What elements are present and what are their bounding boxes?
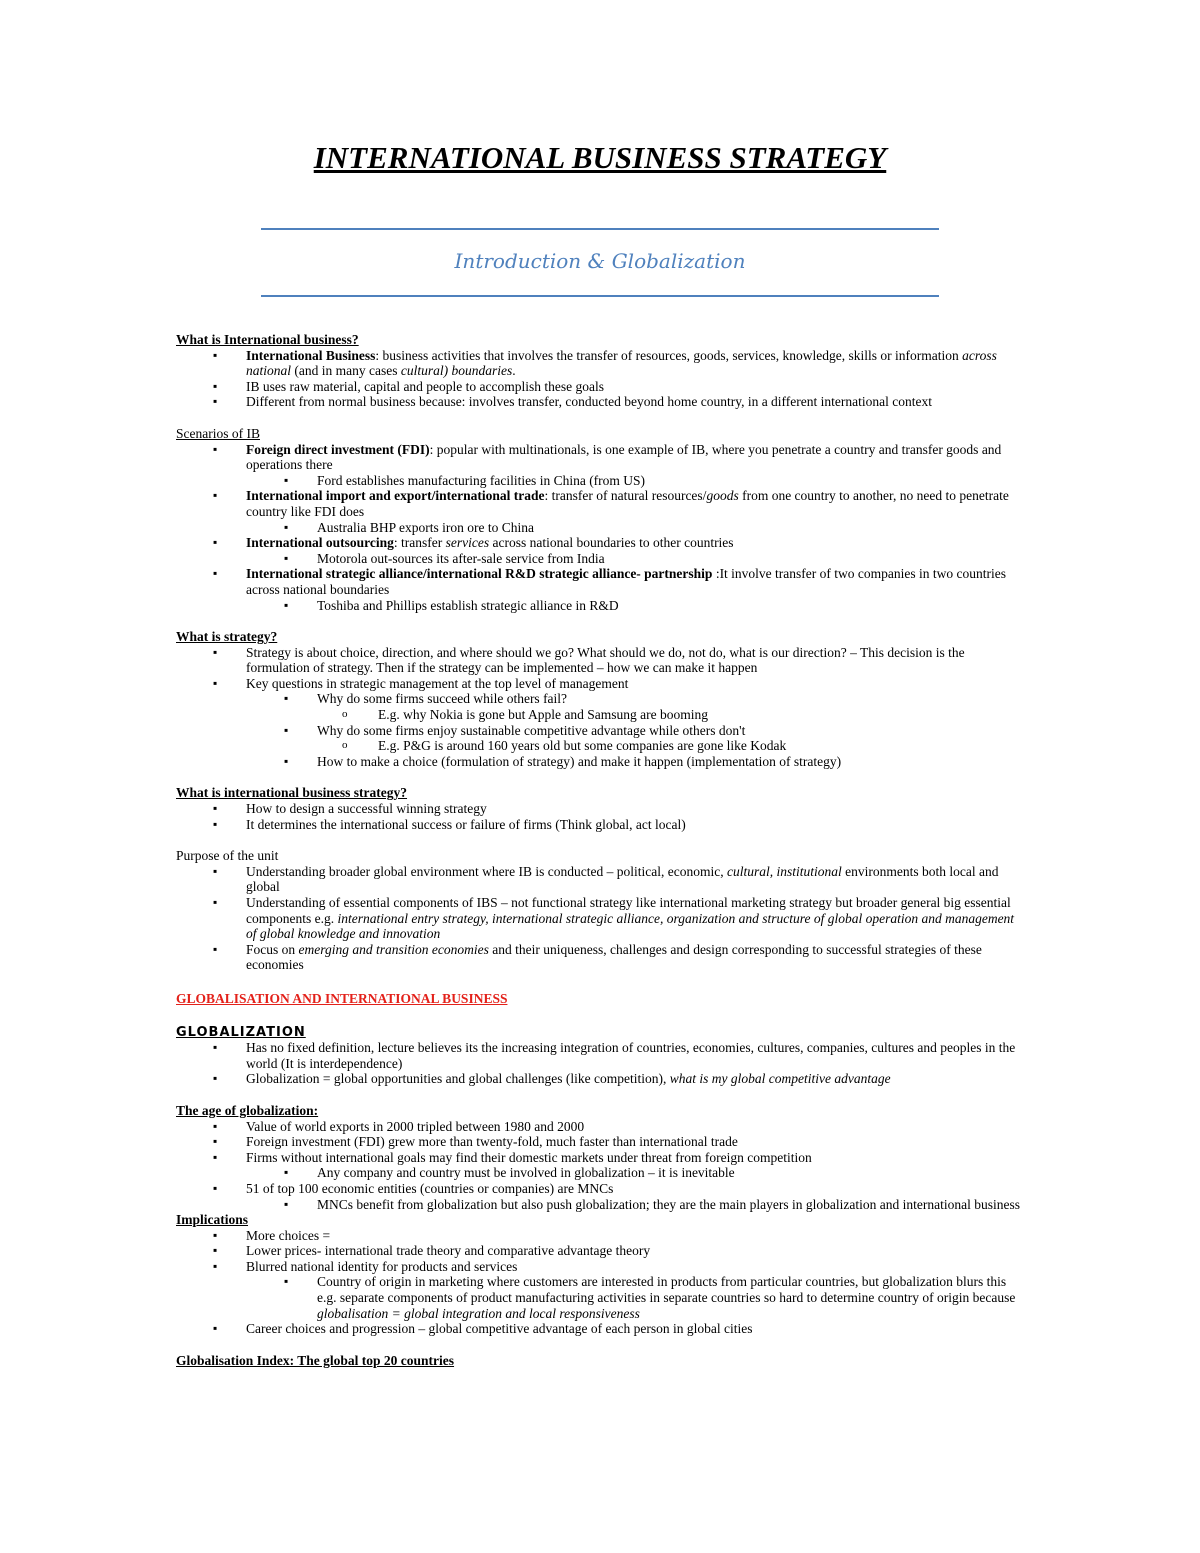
- list-item: ▪ International outsourcing: transfer services across national boundaries to other countries: [176, 535, 1026, 551]
- list-item: ▪ MNCs benefit from globalization but also push globalization; they are the main players in globalization and international business: [176, 1197, 1026, 1213]
- list-implications: [176, 1228, 1026, 1337]
- list-item: o E.g. why Nokia is gone but Apple and Samsung are booming: [176, 707, 1026, 723]
- list-item: ▪ Foreign direct investment (FDI): popular with multinationals, is one example of IB, where you penetrate a country and transfer goods and operations there: [176, 442, 1026, 473]
- heading-globalisation-ib: GLOBALISATION AND INTERNATIONAL BUSINESS: [176, 990, 508, 1006]
- heading-ib-strategy: What is international business strategy?: [176, 785, 408, 801]
- list-item: ▪ International Business: business activities that involves the transfer of resources, goods, services, knowledge, skills or information across national (and in many cases cultural) boundaries.: [176, 348, 1026, 379]
- heading-globalization: GLOBALIZATION: [176, 1024, 306, 1040]
- list-item: ▪ Understanding broader global environment where IB is conducted – political, economic, cultural, institutional environments both local and global: [176, 864, 1026, 895]
- heading-implications: Implications: [176, 1212, 249, 1228]
- list-item: ▪ Strategy is about choice, direction, and where should we go? What should we do, not do, what is our direction? – This decision is the formulation of strategy. Then if the strategy can be implemented – how we can make it happen: [176, 645, 1026, 676]
- list-scenarios: [176, 442, 1026, 614]
- list-item: ▪ Key questions in strategic management at the top level of management: [176, 676, 1026, 692]
- list-item: ▪ Why do some firms succeed while others fail?: [176, 691, 1026, 707]
- list-item: ▪ Toshiba and Phillips establish strategic alliance in R&D: [176, 598, 1026, 614]
- list-item: ▪ It determines the international success or failure of firms (Think global, act local): [176, 817, 1026, 833]
- heading-purpose: Purpose of the unit: [176, 848, 279, 864]
- list-item: ▪ Globalization = global opportunities and global challenges (like competition), what is my global competitive advantage: [176, 1071, 1026, 1087]
- list-item: ▪ Firms without international goals may find their domestic markets under threat from foreign competition: [176, 1150, 1026, 1166]
- heading-what-is-ib: What is International business?: [176, 332, 359, 347]
- heading-what-is-strategy: What is strategy?: [176, 629, 278, 645]
- list-item: ▪ International import and export/international trade: transfer of natural resources/goods from one country to another, no need to penetrate country like FDI does: [176, 488, 1026, 519]
- list-item: ▪ Different from normal business because: involves transfer, conducted beyond home country, in a different international context: [176, 394, 1026, 410]
- list-item: ▪ Understanding of essential components of IBS – not functional strategy like international marketing strategy but broader general big essential components e.g. international entry strategy, international strategic alliance, organization and structure of global operation and management of global knowledge and innovation: [176, 895, 1026, 942]
- list-item: ▪ Why do some firms enjoy sustainable competitive advantage while others don't: [176, 723, 1026, 739]
- list-item: ▪ 51 of top 100 economic entities (countries or companies) are MNCs: [176, 1181, 1026, 1197]
- list-item: o E.g. P&G is around 160 years old but some companies are gone like Kodak: [176, 738, 1026, 754]
- list-item: ▪ Blurred national identity for products and services: [176, 1259, 1026, 1275]
- list-item: ▪ Career choices and progression – global competitive advantage of each person in global cities: [176, 1321, 1026, 1337]
- list-what-is-ib: [176, 348, 1026, 410]
- list-age-of-globalization: [176, 1119, 1026, 1213]
- list-globalization: [176, 1040, 1026, 1087]
- bottom-divider: [261, 295, 939, 297]
- list-item: ▪ International strategic alliance/international R&D strategic alliance- partnership :It involve transfer of two companies in two countries across national boundaries: [176, 566, 1026, 597]
- list-item: ▪ Australia BHP exports iron ore to China: [176, 520, 1026, 536]
- list-item: ▪ Ford establishes manufacturing facilities in China (from US): [176, 473, 1026, 489]
- document-body: [176, 332, 1026, 1368]
- heading-scenarios: Scenarios of IB: [176, 425, 260, 441]
- list-item: ▪ Country of origin in marketing where customers are interested in products from particular countries, but globalization blurs this e.g. separate components of product manufacturing activities in separate countries so hard to determine country of origin because globalisation = global integration and local responsiveness: [176, 1274, 1026, 1321]
- list-item: ▪ Lower prices- international trade theory and comparative advantage theory: [176, 1243, 1026, 1259]
- list-item: ▪ How to design a successful winning strategy: [176, 801, 1026, 817]
- list-item: ▪ More choices =: [176, 1228, 1026, 1244]
- list-strategy: [176, 645, 1026, 770]
- top-divider: [261, 228, 939, 230]
- document-title: INTERNATIONAL BUSINESS STRATEGY: [313, 140, 887, 175]
- list-item: ▪ Foreign investment (FDI) grew more than twenty-fold, much faster than international trade: [176, 1134, 1026, 1150]
- list-item: ▪ How to make a choice (formulation of strategy) and make it happen (implementation of strategy): [176, 754, 1026, 770]
- heading-age-of-globalization: The age of globalization:: [176, 1102, 319, 1118]
- document-subtitle: Introduction & Globalization: [454, 249, 746, 273]
- list-purpose: [176, 864, 1026, 973]
- list-ib-strategy: [176, 801, 1026, 832]
- list-item: ▪ Has no fixed definition, lecture believes its the increasing integration of countries, economies, cultures, companies, cultures and peoples in the world (It is interdependence): [176, 1040, 1026, 1071]
- list-item: ▪ Any company and country must be involved in globalization – it is inevitable: [176, 1165, 1026, 1181]
- list-item: ▪ Value of world exports in 2000 tripled between 1980 and 2000: [176, 1119, 1026, 1135]
- list-item: ▪ IB uses raw material, capital and people to accomplish these goals: [176, 379, 1026, 395]
- list-item: ▪ Motorola out-sources its after-sale service from India: [176, 551, 1026, 567]
- heading-globalisation-index: Globalisation Index: The global top 20 countries: [176, 1352, 455, 1368]
- list-item: ▪ Focus on emerging and transition economies and their uniqueness, challenges and design corresponding to successful strategies of these economies: [176, 942, 1026, 973]
